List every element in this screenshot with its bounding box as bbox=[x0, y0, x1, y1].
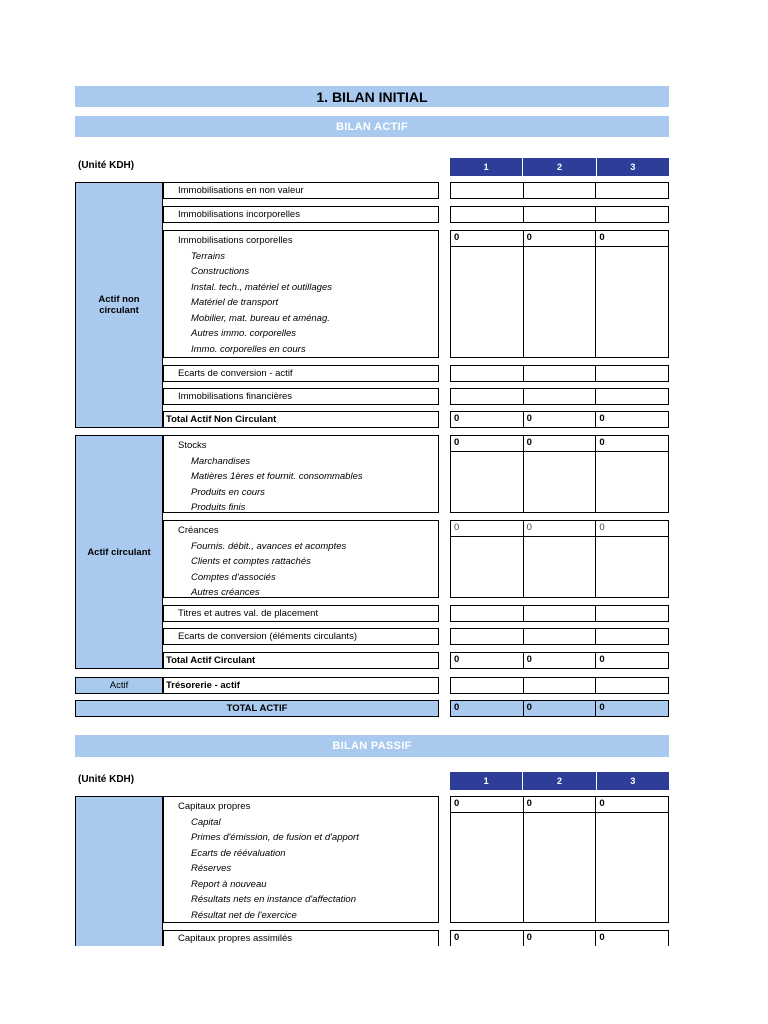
sub-row-label: Constructions bbox=[191, 266, 250, 278]
values-ecarts-conversion-circulants bbox=[450, 628, 669, 645]
values-total-actif-non-circulant bbox=[450, 411, 669, 428]
row-label: Immobilisations corporelles bbox=[178, 235, 293, 246]
sub-row-label: Report à nouveau bbox=[191, 878, 267, 890]
cell[interactable] bbox=[451, 797, 524, 922]
col-header-1: 1 bbox=[450, 158, 523, 176]
cell[interactable] bbox=[524, 931, 597, 946]
row-label: Créances bbox=[178, 525, 219, 536]
cell[interactable] bbox=[524, 629, 597, 644]
cell[interactable] bbox=[596, 701, 668, 716]
cell-value: 0 bbox=[599, 932, 605, 943]
cell-value: 0 bbox=[454, 232, 460, 243]
cell[interactable] bbox=[596, 678, 668, 693]
row-label: Capitaux propres bbox=[178, 801, 251, 812]
cell[interactable] bbox=[451, 231, 524, 357]
cell[interactable] bbox=[596, 207, 668, 222]
cell-value: 0 bbox=[526, 932, 532, 943]
sub-row-label: Matériel de transport bbox=[191, 297, 279, 309]
cell-value: 0 bbox=[526, 437, 532, 448]
cell[interactable] bbox=[596, 797, 668, 922]
cell[interactable] bbox=[596, 231, 668, 357]
cell[interactable] bbox=[524, 701, 597, 716]
row-label: Immobilisations en non valeur bbox=[178, 185, 304, 196]
cell[interactable] bbox=[451, 436, 524, 512]
row-immo-financieres bbox=[163, 388, 439, 405]
row-label: Ecarts de conversion - actif bbox=[178, 368, 293, 379]
cell[interactable] bbox=[524, 389, 597, 404]
values-total-actif bbox=[450, 700, 669, 717]
row-label: Immobilisations financières bbox=[178, 391, 293, 402]
row-label: Ecarts de conversion (éléments circulants) bbox=[178, 631, 357, 642]
row-stocks bbox=[163, 435, 439, 513]
values-titres-placement bbox=[450, 605, 669, 622]
actif-heading: BILAN ACTIF bbox=[336, 120, 408, 133]
cell[interactable] bbox=[524, 366, 597, 381]
cell[interactable] bbox=[524, 606, 597, 621]
cell[interactable] bbox=[596, 412, 668, 427]
cell-value: 0 bbox=[599, 522, 605, 533]
cell[interactable] bbox=[596, 629, 668, 644]
cell-value: 0 bbox=[526, 413, 532, 424]
sub-row-label: Ecarts de réévaluation bbox=[191, 847, 286, 859]
values-total-actif-circulant bbox=[450, 652, 669, 669]
row-label: Immobilisations incorporelles bbox=[178, 209, 300, 220]
cell[interactable] bbox=[596, 436, 668, 512]
passif-unit-label: (Unité KDH) bbox=[78, 774, 135, 785]
row-total-actif-circulant bbox=[163, 652, 439, 669]
cell[interactable] bbox=[524, 653, 597, 668]
sub-row-label: Résultats nets en instance d'affectation bbox=[191, 894, 356, 906]
cell[interactable] bbox=[596, 606, 668, 621]
cell-value: 0 bbox=[454, 437, 460, 448]
row-label: TOTAL ACTIF bbox=[226, 703, 288, 714]
page-title-band bbox=[75, 86, 669, 107]
sub-row-label: Comptes d'associés bbox=[191, 571, 276, 583]
values-tresorerie-actif bbox=[450, 677, 669, 694]
sub-row-label: Résultat net de l'exercice bbox=[191, 910, 297, 922]
sub-row-label: Mobilier, mat. bureau et aménag. bbox=[191, 312, 330, 324]
row-creances bbox=[163, 520, 439, 598]
cell-value: 0 bbox=[599, 413, 605, 424]
row-tresorerie-actif bbox=[163, 677, 439, 694]
actif-unit-label: (Unité KDH) bbox=[78, 160, 135, 171]
cell-value: 0 bbox=[526, 522, 532, 533]
cell[interactable] bbox=[524, 521, 597, 597]
row-label: Titres et autres val. de placement bbox=[178, 608, 319, 619]
category-label: Actif non circulant bbox=[98, 294, 140, 316]
values-capitaux-propres-assimiles bbox=[450, 930, 669, 946]
col-header-3: 3 bbox=[597, 772, 669, 790]
values-immo-corporelles bbox=[450, 230, 669, 358]
actif-column-header bbox=[450, 158, 669, 176]
cell[interactable] bbox=[451, 366, 524, 381]
passif-heading-band bbox=[75, 735, 669, 757]
cell[interactable] bbox=[451, 207, 524, 222]
values-immo-financieres bbox=[450, 388, 669, 405]
cell[interactable] bbox=[451, 931, 524, 946]
row-label: Capitaux propres assimilés bbox=[178, 933, 293, 944]
cell-value: 0 bbox=[526, 798, 532, 809]
cell[interactable] bbox=[524, 412, 597, 427]
sub-row-label: Immo. corporelles en cours bbox=[191, 344, 306, 356]
cell-value: 0 bbox=[526, 702, 532, 713]
category-actif-non-circulant bbox=[75, 182, 163, 428]
row-label: Total Actif Non Circulant bbox=[166, 414, 277, 425]
page-title: 1. BILAN INITIAL bbox=[316, 88, 428, 105]
sub-row-label: Primes d'émission, de fusion et d'apport bbox=[191, 832, 359, 844]
row-capitaux-propres-assimiles bbox=[163, 930, 439, 946]
cell[interactable] bbox=[451, 412, 524, 427]
row-label: Stocks bbox=[178, 440, 207, 451]
category-passif-financement bbox=[75, 796, 163, 946]
cell[interactable] bbox=[596, 931, 668, 946]
sub-row-label: Matières 1ères et fournit. consommables bbox=[191, 471, 363, 483]
cell[interactable] bbox=[451, 606, 524, 621]
col-header-3: 3 bbox=[597, 158, 669, 176]
cell-value: 0 bbox=[599, 654, 605, 665]
sub-row-label: Capital bbox=[191, 816, 221, 828]
cell[interactable] bbox=[451, 653, 524, 668]
row-total-actif-non-circulant bbox=[163, 411, 439, 428]
cell-value: 0 bbox=[526, 654, 532, 665]
cell[interactable] bbox=[524, 183, 597, 198]
cell[interactable] bbox=[596, 366, 668, 381]
sub-row-label: Terrains bbox=[191, 250, 225, 262]
category-actif-tresorerie bbox=[75, 677, 163, 694]
row-immo-non-valeur bbox=[163, 182, 439, 199]
col-header-1: 1 bbox=[450, 772, 523, 790]
values-capitaux-propres bbox=[450, 796, 669, 923]
row-immo-incorporelles bbox=[163, 206, 439, 223]
cell[interactable] bbox=[451, 678, 524, 693]
passif-column-header bbox=[450, 772, 669, 790]
cell[interactable] bbox=[524, 436, 597, 512]
cell[interactable] bbox=[451, 629, 524, 644]
values-ecarts-conversion-actif bbox=[450, 365, 669, 382]
cell[interactable] bbox=[451, 389, 524, 404]
cell-value: 0 bbox=[526, 232, 532, 243]
cell-value: 0 bbox=[454, 522, 460, 533]
row-capitaux-propres bbox=[163, 796, 439, 923]
cell[interactable] bbox=[524, 797, 597, 922]
cell-value: 0 bbox=[454, 932, 460, 943]
passif-heading: BILAN PASSIF bbox=[332, 740, 412, 752]
category-actif-circulant bbox=[75, 435, 163, 669]
cell[interactable] bbox=[451, 183, 524, 198]
sub-row-label: Clients et comptes rattachés bbox=[191, 556, 311, 568]
cell[interactable] bbox=[596, 653, 668, 668]
cell[interactable] bbox=[596, 183, 668, 198]
sub-row-label: Produits en cours bbox=[191, 486, 265, 498]
cell[interactable] bbox=[596, 521, 668, 597]
sub-row-label: Marchandises bbox=[191, 455, 251, 467]
cell[interactable] bbox=[596, 389, 668, 404]
col-header-2: 2 bbox=[523, 158, 596, 176]
category-label: Actif bbox=[109, 680, 129, 691]
sub-row-label: Produits finis bbox=[191, 502, 246, 514]
row-ecarts-conversion-circulants bbox=[163, 628, 439, 645]
sub-row-label: Autres immo. corporelles bbox=[191, 328, 297, 340]
row-total-actif bbox=[75, 700, 439, 717]
values-immo-non-valeur bbox=[450, 182, 669, 199]
cell-value: 0 bbox=[599, 232, 605, 243]
category-label: Actif circulant bbox=[87, 546, 151, 558]
sub-row-label: Fournis. débit., avances et acomptes bbox=[191, 540, 347, 552]
row-label: Trésorerie - actif bbox=[166, 680, 240, 691]
sub-row-label: Autres créances bbox=[191, 587, 260, 599]
cell-value: 0 bbox=[454, 654, 460, 665]
cell[interactable] bbox=[451, 701, 524, 716]
values-creances bbox=[450, 520, 669, 598]
cell[interactable] bbox=[524, 207, 597, 222]
cell[interactable] bbox=[524, 231, 597, 357]
cell-value: 0 bbox=[454, 702, 460, 713]
cell-value: 0 bbox=[454, 798, 460, 809]
cell-value: 0 bbox=[599, 702, 605, 713]
row-ecarts-conversion-actif bbox=[163, 365, 439, 382]
values-stocks bbox=[450, 435, 669, 513]
sub-row-label: Réserves bbox=[191, 863, 232, 875]
row-immo-corporelles bbox=[163, 230, 439, 358]
row-titres-placement bbox=[163, 605, 439, 622]
sub-row-label: Instal. tech., matériel et outillages bbox=[191, 281, 332, 293]
cell-value: 0 bbox=[454, 413, 460, 424]
values-immo-incorporelles bbox=[450, 206, 669, 223]
col-header-2: 2 bbox=[523, 772, 596, 790]
cell[interactable] bbox=[451, 521, 524, 597]
actif-heading-band bbox=[75, 116, 669, 137]
row-label: Total Actif Circulant bbox=[166, 655, 256, 666]
cell[interactable] bbox=[524, 678, 597, 693]
cell-value: 0 bbox=[599, 798, 605, 809]
cell-value: 0 bbox=[599, 437, 605, 448]
